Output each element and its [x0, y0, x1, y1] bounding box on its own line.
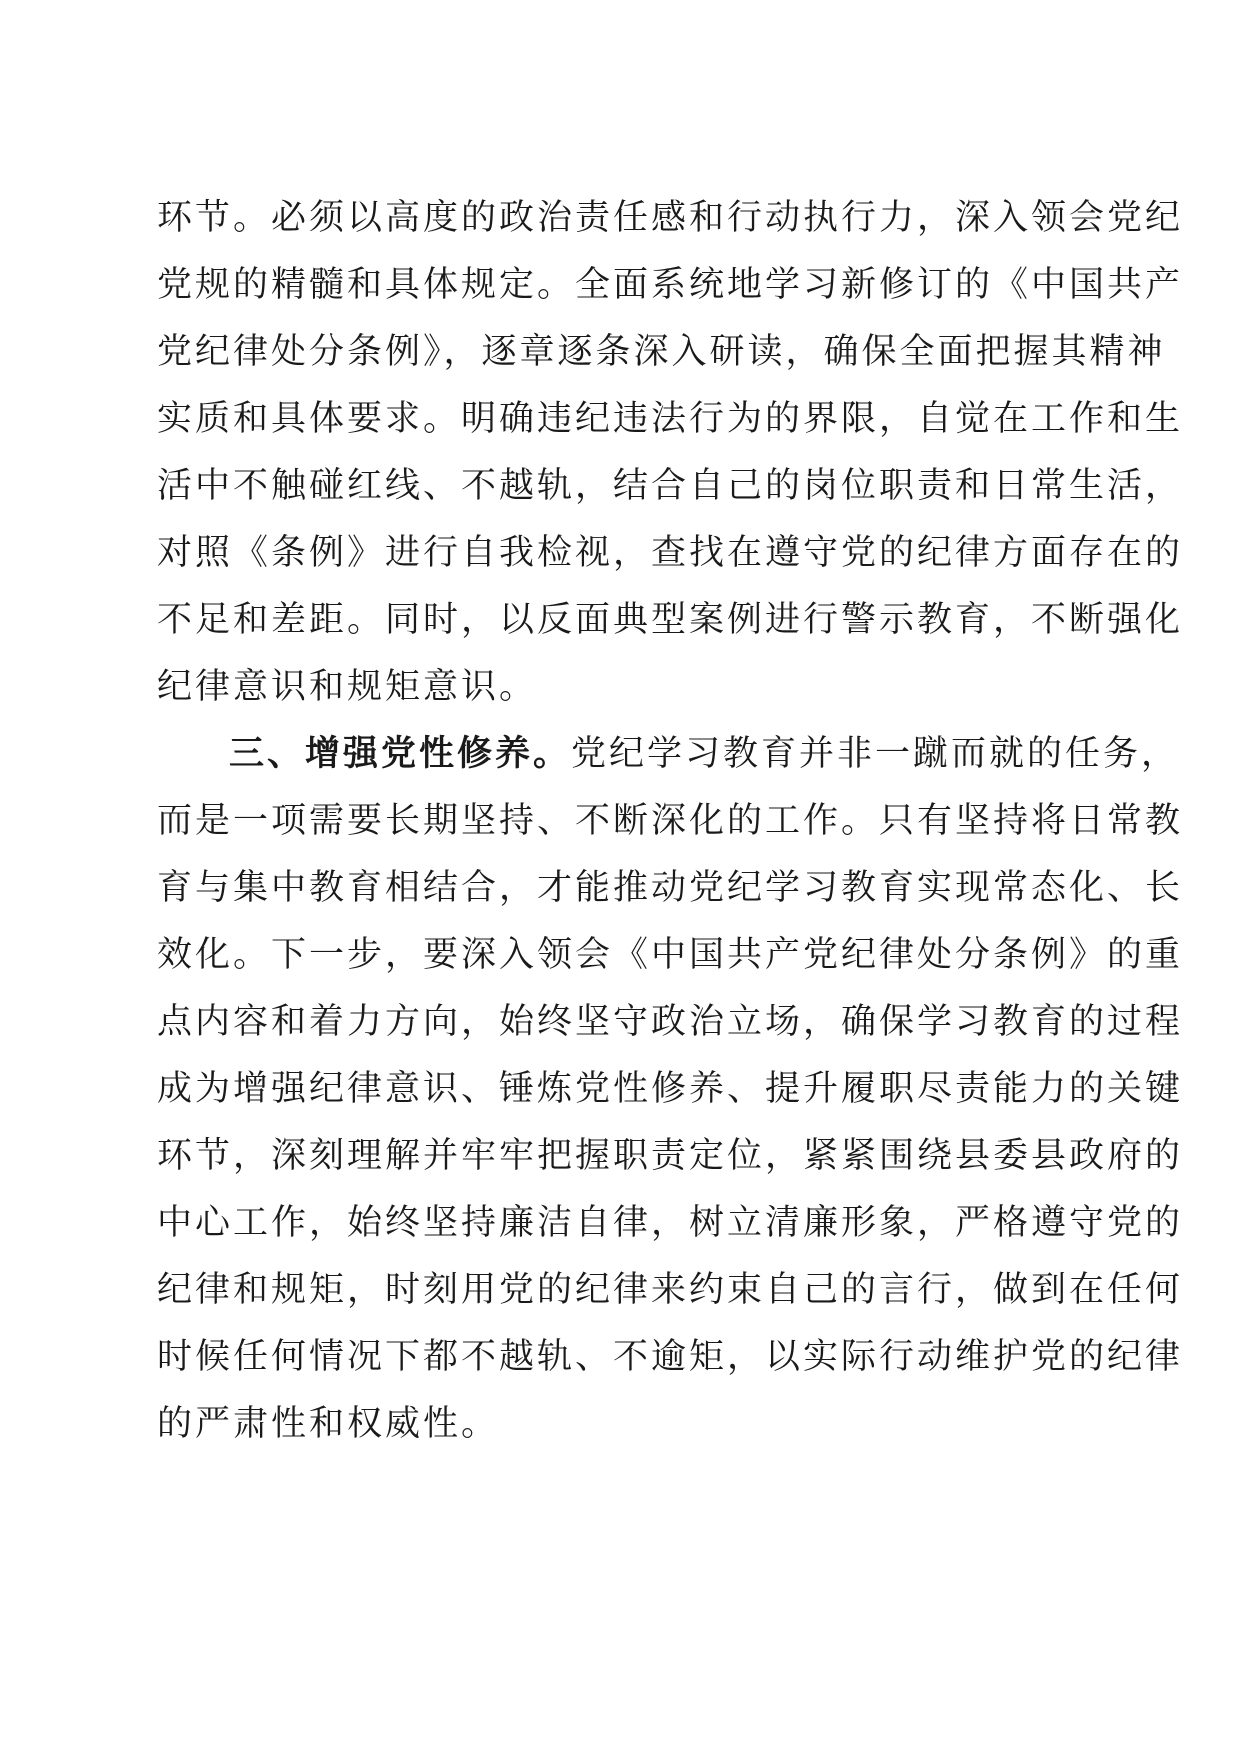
text-line-rest: 党纪学习教育并非一蹴而就的任务，: [571, 734, 1180, 774]
text-line: 而是一项需要长期坚持、不断深化的工作。只有坚持将日常教: [157, 801, 1184, 841]
text-line: 的严肃性和权威性。: [157, 1404, 500, 1444]
section-heading: 三、增强党性修养。: [229, 734, 572, 774]
text-line-first: [157, 721, 1180, 788]
text-line: 活中不触碰红线、不越轨，结合自己的岗位职责和日常生活，: [157, 466, 1184, 506]
text-line: 对照《条例》进行自我检视，查找在遵守党的纪律方面存在的: [157, 533, 1184, 573]
text-line: 实质和具体要求。明确违纪违法行为的界限，自觉在工作和生: [157, 399, 1184, 439]
text-line: 纪律和规矩，时刻用党的纪律来约束自己的言行，做到在任何: [157, 1270, 1184, 1310]
text-line: 育与集中教育相结合，才能推动党纪学习教育实现常态化、长: [157, 868, 1184, 908]
paragraph-1: [157, 185, 1184, 721]
text-line: 环节，深刻理解并牢牢把握职责定位，紧紧围绕县委县政府的: [157, 1136, 1184, 1176]
text-line: 纪律意识和规矩意识。: [157, 667, 538, 707]
text-line: 环节。必须以高度的政治责任感和行动执行力，深入领会党纪: [157, 198, 1184, 238]
text-line: 点内容和着力方向，始终坚守政治立场，确保学习教育的过程: [157, 1002, 1184, 1042]
text-line: 时候任何情况下都不越轨、不逾矩，以实际行动维护党的纪律: [157, 1337, 1184, 1377]
text-line: 成为增强纪律意识、锤炼党性修养、提升履职尽责能力的关键: [157, 1069, 1184, 1109]
text-line: 党规的精髓和具体规定。全面系统地学习新修订的《中国共产: [157, 265, 1184, 305]
text-line: 效化。下一步，要深入领会《中国共产党纪律处分条例》的重: [157, 935, 1184, 975]
body-text: [157, 185, 1184, 1458]
text-line: 党纪律处分条例》，逐章逐条深入研读，确保全面把握其精神: [157, 332, 1166, 372]
paragraph-2: [157, 721, 1184, 1458]
text-line: 中心工作，始终坚持廉洁自律，树立清廉形象，严格遵守党的: [157, 1203, 1184, 1243]
text-line: 不足和差距。同时，以反面典型案例进行警示教育，不断强化: [157, 600, 1184, 640]
